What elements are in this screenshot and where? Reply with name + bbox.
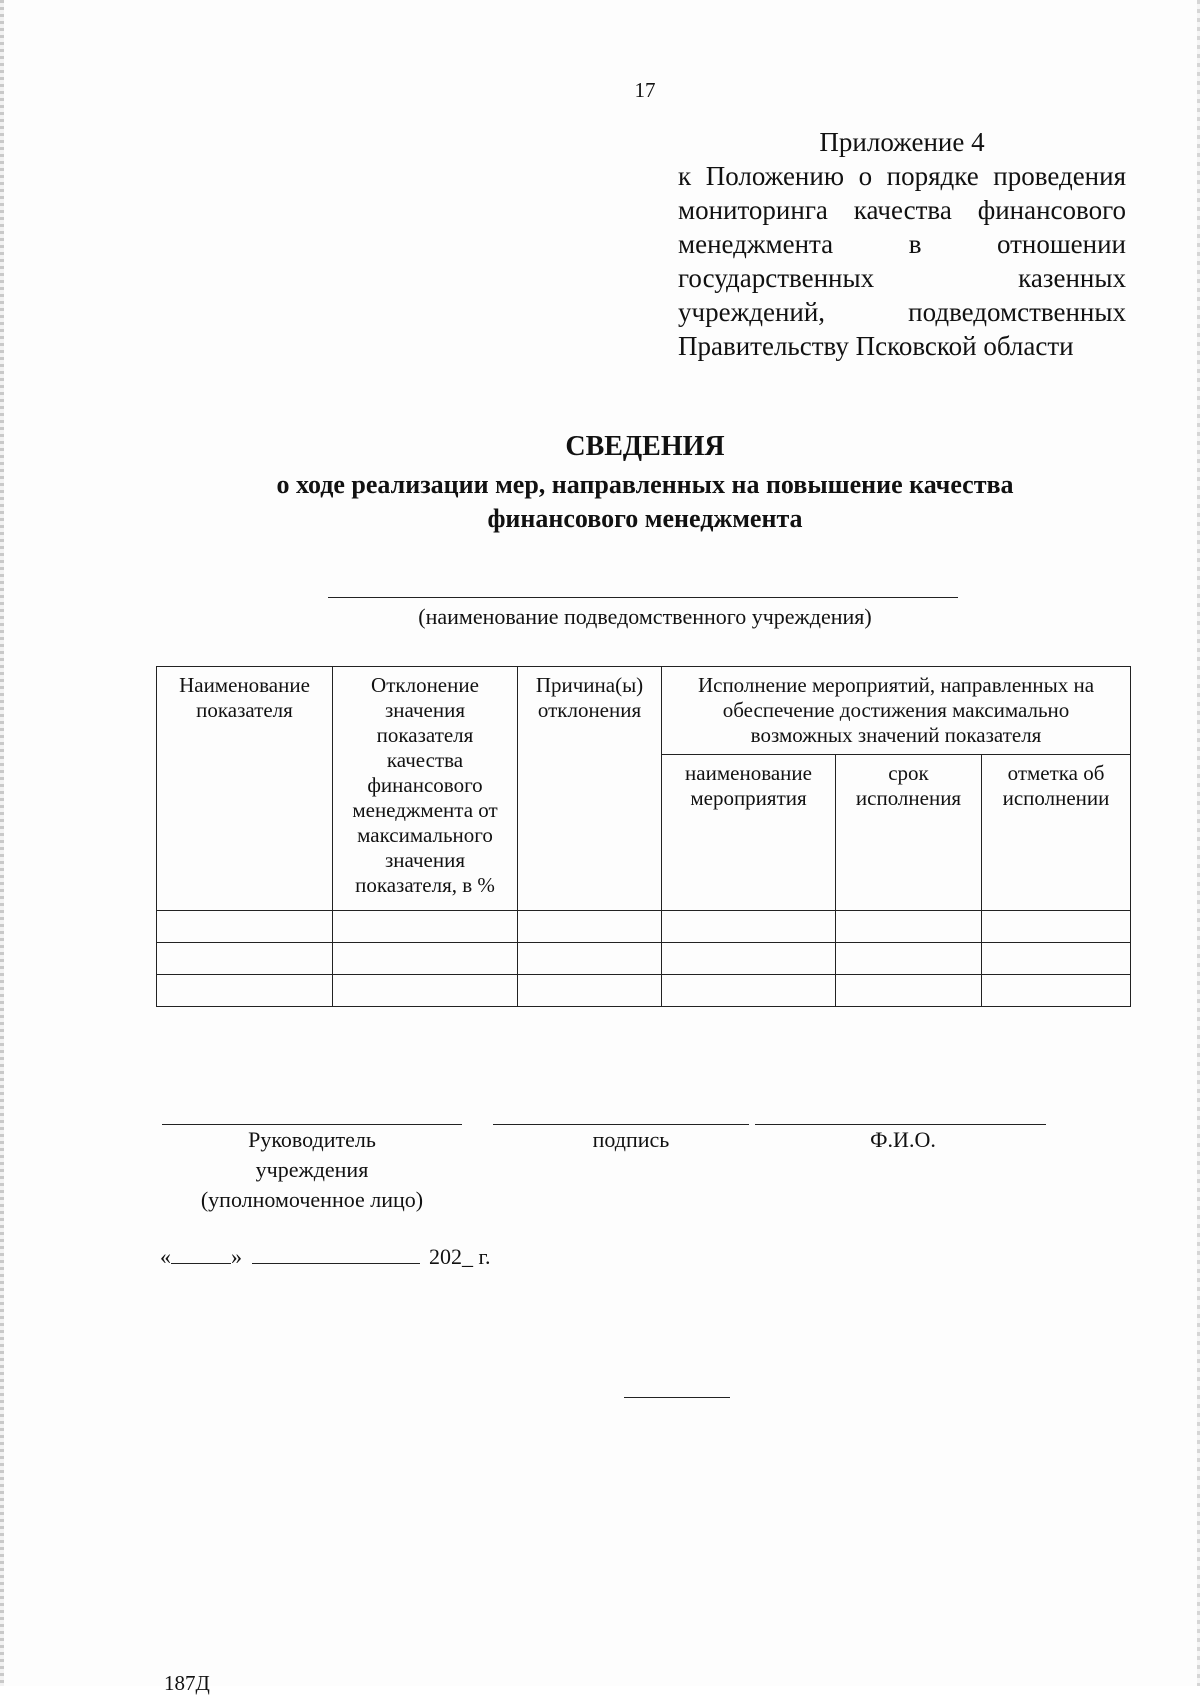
- document-subtitle: [0, 468, 1200, 536]
- annex-line: государственных казенных: [678, 263, 1126, 293]
- annex-block: [678, 125, 1126, 363]
- table-cell: [982, 911, 1131, 943]
- date-close-quote: »: [231, 1244, 242, 1269]
- document-code: 187Д: [164, 1671, 210, 1695]
- table-cell: [157, 911, 333, 943]
- table-row: [157, 975, 1131, 1007]
- annex-line: Правительству Псковской области: [678, 331, 1074, 361]
- annex-line: учреждений, подведомственных: [678, 297, 1126, 327]
- table-cell: [518, 943, 662, 975]
- table-cell: [333, 943, 518, 975]
- date-year: 202_ г.: [429, 1244, 491, 1269]
- annex-line: к Положению о порядке проведения: [678, 161, 1126, 191]
- day-blank: [171, 1245, 231, 1264]
- table-cell: [982, 943, 1131, 975]
- month-blank: [252, 1245, 420, 1264]
- table-row: [157, 911, 1131, 943]
- end-rule: [624, 1397, 730, 1398]
- page-number: 17: [634, 78, 656, 102]
- measures-table: [156, 666, 1131, 1007]
- signature-label: подпись: [592, 1127, 670, 1152]
- date-field: [160, 1244, 491, 1270]
- header-measure-name: наименование мероприятия: [662, 755, 836, 911]
- table-cell: [662, 975, 836, 1007]
- table-cell: [662, 911, 836, 943]
- table-cell: [333, 975, 518, 1007]
- header-measures-group: Исполнение мероприятий, направленных на обеспечение достижения максимально возможных значений показателя: [662, 667, 1131, 755]
- head-label-line: учреждения: [255, 1157, 369, 1182]
- table-cell: [157, 975, 333, 1007]
- date-open-quote: «: [160, 1244, 171, 1269]
- annex-line: менеджмента в отношении: [678, 229, 1126, 259]
- document-title: СВЕДЕНИЯ: [565, 431, 725, 462]
- table-cell: [982, 975, 1131, 1007]
- table-cell: [518, 911, 662, 943]
- head-label-line: (уполномоченное лицо): [200, 1187, 424, 1212]
- organization-caption: (наименование подведомственного учреждения): [418, 604, 872, 629]
- table-cell: [836, 975, 982, 1007]
- table-cell: [662, 943, 836, 975]
- table-row: [157, 943, 1131, 975]
- header-deviation: Отклонение значения показателя качества финансового менеджмента от максимального значения показателя, в %: [333, 667, 518, 911]
- table-header-row: [157, 667, 1131, 755]
- header-deadline: срок исполнения: [836, 755, 982, 911]
- head-label-line: Руководитель: [248, 1127, 376, 1152]
- annex-title: Приложение 4: [819, 127, 985, 157]
- full-name-label: Ф.И.О.: [870, 1127, 936, 1152]
- table-cell: [836, 911, 982, 943]
- header-indicator-name: Наименование показателя: [157, 667, 333, 911]
- scan-edge-left: [0, 0, 4, 1686]
- table-cell: [157, 943, 333, 975]
- annex-line: мониторинга качества финансового: [678, 195, 1126, 225]
- header-reasons: Причина(ы) отклонения: [518, 667, 662, 911]
- organization-name-blank: [328, 597, 958, 598]
- head-position-label: [162, 1125, 462, 1215]
- subtitle-line: финансового менеджмента: [487, 504, 803, 533]
- header-completion-mark: отметка об исполнении: [982, 755, 1131, 911]
- table-cell: [518, 975, 662, 1007]
- subtitle-line: о ходе реализации мер, направленных на повышение качества: [276, 470, 1014, 499]
- table-cell: [333, 911, 518, 943]
- table-cell: [836, 943, 982, 975]
